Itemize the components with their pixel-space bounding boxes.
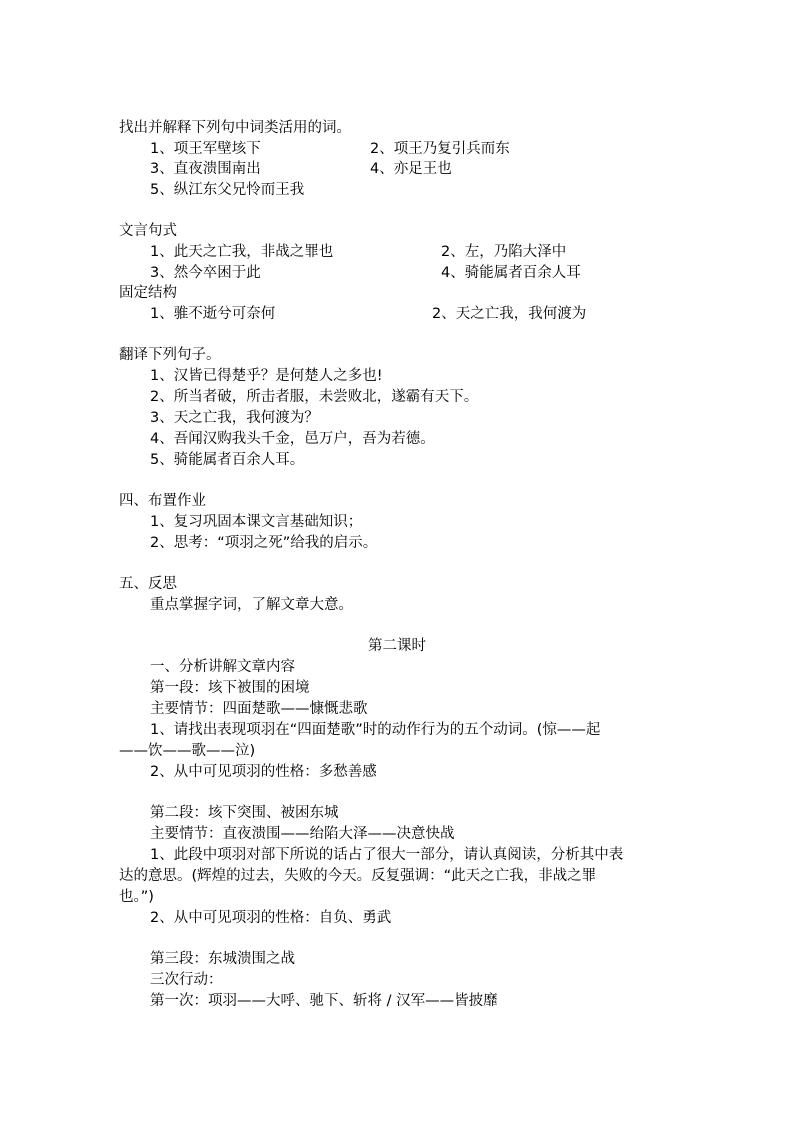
section-heading: 文言句式 xyxy=(119,223,177,239)
list-item: 1、复习巩固本课文言基础知识； xyxy=(150,514,363,530)
paragraph: 第一次：项羽——大呼、驰下、斩将 / 汉军——皆披靡 xyxy=(150,993,498,1009)
paragraph: 达的意思。(辉煌的过去，失败的今天。反复强调：“此天之亡我，非战之罪 xyxy=(119,868,597,884)
section-heading: 固定结构 xyxy=(119,285,177,301)
list-item: 2、项王乃复引兵而东 xyxy=(370,141,510,157)
lesson-title: 第二课时 xyxy=(368,638,426,654)
paragraph: 第二段：垓下突围、被困东城 xyxy=(150,805,339,821)
section-heading: 找出并解释下列句中词类活用的词。 xyxy=(119,120,351,136)
section-heading: 翻译下列句子。 xyxy=(119,347,221,363)
paragraph: 三次行动： xyxy=(150,972,223,988)
paragraph: 主要情节：四面楚歌——慷慨悲歌 xyxy=(150,701,368,717)
list-item: 4、亦足王也 xyxy=(370,161,452,177)
list-item: 1、汉皆已得楚乎？是何楚人之多也! xyxy=(150,368,383,384)
list-item: 1、项王军壁垓下 xyxy=(150,141,261,157)
list-item: 2、所当者破，所击者服，未尝败北，遂霸有天下。 xyxy=(150,389,479,405)
paragraph: 2、从中可见项羽的性格：多愁善感 xyxy=(150,764,377,780)
list-item: 3、然今卒困于此 xyxy=(150,265,261,281)
paragraph: 第一段：垓下被围的困境 xyxy=(150,680,310,696)
list-item: 3、直夜溃围南出 xyxy=(150,161,261,177)
list-item: 4、吾闻汉购我头千金，邑万户，吾为若德。 xyxy=(150,431,435,447)
paragraph: 1、请找出表现项羽在“四面楚歌”时的动作行为的五个动词。(惊——起 xyxy=(150,722,601,738)
list-item: 3、天之亡我，我何渡为？ xyxy=(150,410,319,426)
paragraph: 重点掌握字词，了解文章大意。 xyxy=(150,597,353,613)
list-item: 2、天之亡我，我何渡为 xyxy=(432,306,587,322)
paragraph: 1、此段中项羽对部下所说的话占了很大一部分，请认真阅读，分析其中表 xyxy=(150,847,624,863)
list-item: 5、骑能属者百余人耳。 xyxy=(150,452,305,468)
list-item: 1、此天之亡我，非战之罪也 xyxy=(150,244,334,260)
list-item: 4、骑能属者百余人耳 xyxy=(441,265,581,281)
section-heading: 四、布置作业 xyxy=(119,493,206,509)
list-item: 2、左，乃陷大泽中 xyxy=(441,244,567,260)
paragraph: 主要情节：直夜溃围——绐陷大泽——决意快战 xyxy=(150,826,455,842)
list-item: 1、骓不逝兮可奈何 xyxy=(150,306,276,322)
list-item: 5、纵江东父兄怜而王我 xyxy=(150,182,305,198)
section-heading: 五、反思 xyxy=(119,576,177,592)
list-item: 2、思考：“项羽之死”给我的启示。 xyxy=(150,535,378,551)
paragraph: 也。”) xyxy=(119,889,154,905)
paragraph: 第三段：东城溃围之战 xyxy=(150,951,295,967)
paragraph: ——饮——歌——泣) xyxy=(119,743,256,759)
paragraph: 2、从中可见项羽的性格：自负、勇武 xyxy=(150,910,392,926)
section-heading: 一、分析讲解文章内容 xyxy=(150,659,295,675)
